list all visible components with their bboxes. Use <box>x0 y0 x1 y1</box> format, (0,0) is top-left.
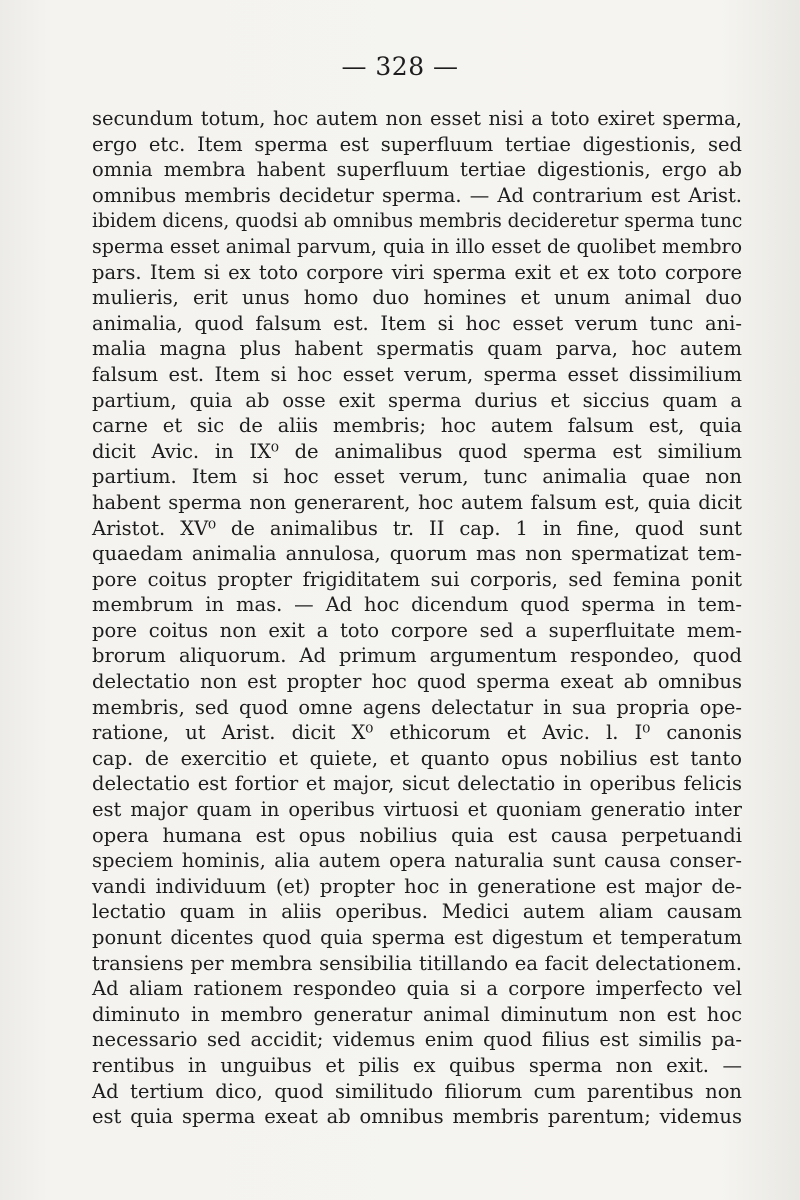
text-line-11: falsum est. Item si hoc esset verum, sperma esset dissimilium <box>92 362 742 386</box>
text-line-39: Ad tertium dico, quod similitudo filiorum cum parentibus non <box>92 1079 742 1103</box>
text-line-17: Aristot. XV⁰ de animalibus tr. II cap. 1 in fine, quod sunt <box>92 516 742 540</box>
text-line-19: pore coitus propter frigiditatem sui corporis, sed femina ponit <box>92 567 742 591</box>
text-line-16: habent sperma non generarent, hoc autem falsum est, quia dicit <box>92 490 742 514</box>
text-line-18: quaedam animalia annulosa, quorum mas non spermatizat tem- <box>92 542 742 566</box>
body-text <box>92 106 742 1130</box>
text-line-29: opera humana est opus nobilius quia est causa perpetuandi <box>92 823 742 847</box>
text-line-25: ratione, ut Arist. dicit X⁰ ethicorum et Avic. l. I⁰ canonis <box>92 721 742 745</box>
text-line-14: dicit Avic. in IX⁰ de animalibus quod sperma est similium <box>92 439 742 463</box>
text-line-31: vandi individuum (et) propter hoc in generatione est major de- <box>92 874 742 898</box>
text-line-23: delectatio non est propter hoc quod sperma exeat ab omnibus <box>92 670 742 694</box>
text-line-10: malia magna plus habent spermatis quam parva, hoc autem <box>92 337 742 361</box>
text-line-7: pars. Item si ex toto corpore viri sperma exit et ex toto corpore <box>92 260 742 284</box>
page-number: — 328 — <box>341 52 459 81</box>
text-line-9: animalia, quod falsum est. Item si hoc esset verum tunc ani- <box>92 311 742 335</box>
text-line-5: ibidem dicens, quodsi ab omnibus membris decideretur sperma tunc <box>92 209 743 233</box>
text-line-21: pore coitus non exit a toto corpore sed a superfluitate mem- <box>92 618 742 642</box>
text-line-26: cap. de exercitio et quiete, et quanto opus nobilius est tanto <box>92 746 742 770</box>
text-line-1: secundum totum, hoc autem non esset nisi a toto exiret sperma, <box>92 107 742 130</box>
text-line-38: rentibus in unguibus et pilis ex quibus sperma non exit. — <box>92 1053 742 1077</box>
text-line-30: speciem hominis, alia autem opera naturalia sunt causa conser- <box>92 849 742 873</box>
text-line-36: diminuto in membro generatur animal diminutum non est hoc <box>92 1002 742 1026</box>
text-line-13: carne et sic de aliis membris; hoc autem falsum est, quia <box>92 414 742 438</box>
text-line-28: est major quam in operibus virtuosi et quoniam generatio inter <box>92 798 742 822</box>
text-line-3: omnia membra habent superfluum tertiae digestionis, ergo ab <box>92 158 742 182</box>
text-line-40: est quia sperma exeat ab omnibus membris parentum; videmus <box>92 1105 742 1129</box>
text-line-4: omnibus membris decidetur sperma. — Ad contrarium est Arist. <box>92 183 742 207</box>
text-line-6: sperma esset animal parvum, quia in illo esset de quolibet membro <box>92 234 743 258</box>
text-line-34: transiens per membra sensibilia titillando ea facit delectationem. <box>92 951 742 975</box>
text-line-15: partium. Item si hoc esset verum, tunc animalia quae non <box>92 465 742 489</box>
text-line-22: brorum aliquorum. Ad primum argumentum respondeo, quod <box>92 644 742 668</box>
text-line-27: delectatio est fortior et major, sicut delectatio in operibus felicis <box>92 772 742 796</box>
text-line-33: ponunt dicentes quod quia sperma est digestum et temperatum <box>92 926 742 949</box>
text-line-32: lectatio quam in aliis operibus. Medici autem aliam causam <box>92 900 742 924</box>
text-line-37: necessario sed accidit; videmus enim quod filius est similis pa- <box>92 1028 742 1052</box>
text-line-35: Ad aliam rationem respondeo quia si a corpore imperfecto vel <box>92 977 742 1001</box>
text-line-2: ergo etc. Item sperma est superfluum tertiae digestionis, sed <box>92 132 742 156</box>
text-line-8: mulieris, erit unus homo duo homines et unum animal duo <box>92 286 742 310</box>
text-line-20: membrum in mas. — Ad hoc dicendum quod sperma in tem- <box>92 593 742 617</box>
text-line-12: partium, quia ab osse exit sperma durius et siccius quam a <box>92 388 742 412</box>
text-line-24: membris, sed quod omne agens delectatur in sua propria ope- <box>92 695 742 719</box>
